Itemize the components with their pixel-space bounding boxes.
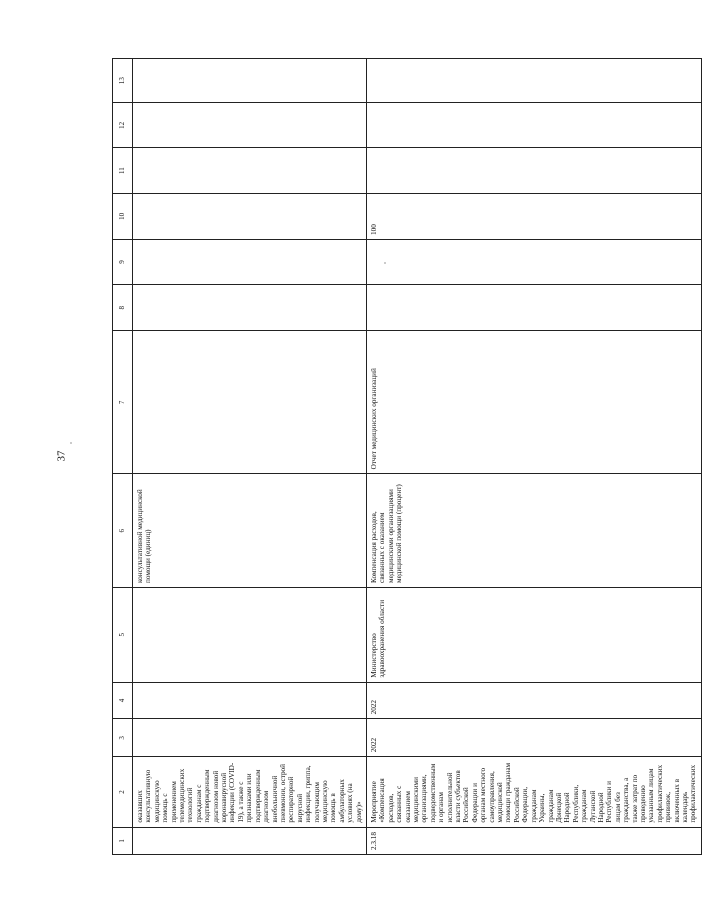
column-number: 12: [113, 103, 133, 148]
table-cell: Компенсация расходов, связанных с оказанием медицинскими организациями медицинской помощи (процент): [366, 474, 701, 588]
table-cell: [133, 239, 367, 284]
table-cell: [133, 719, 367, 757]
column-number: 7: [113, 331, 133, 474]
table-cell: 2022: [366, 682, 701, 719]
table-cell: [133, 59, 367, 103]
column-number: 6: [113, 474, 133, 588]
table-cell: оказавших консультативную медицинскую помощь с применением телемедицинских технологий гражданам с подтвержденным диагнозом новой коронавирусной инфекции (COVID-19), а также с признаками или подтвержденным диагнозом внебольничной пневмонии, острой респираторной вирусной инфекции, гриппа, получающим медицинскую помощь в амбулаторных условиях (на дому)»: [133, 757, 367, 827]
table-cell: [133, 103, 367, 148]
column-number: 11: [113, 148, 133, 193]
column-number: 10: [113, 193, 133, 239]
table-cell: консультативной медицинской помощи (единиц): [133, 474, 367, 588]
scan-speck: [70, 442, 72, 444]
column-number: 13: [113, 59, 133, 103]
column-number: 3: [113, 719, 133, 757]
table-cell: 100: [366, 193, 701, 239]
header-row: [113, 59, 133, 855]
landscape-page-content: [112, 58, 698, 855]
table-cell: [366, 239, 701, 284]
table-cell: [366, 148, 701, 193]
column-number: 1: [113, 827, 133, 854]
table-cell: [133, 285, 367, 331]
column-number: 9: [113, 239, 133, 284]
page-number: 37: [55, 450, 68, 462]
table-cell: [133, 587, 367, 682]
table-cell: [133, 331, 367, 474]
table-cell: [366, 103, 701, 148]
table-cell: Отчет медицинских организаций: [366, 331, 701, 474]
rotated-table-area: [112, 58, 698, 855]
table-cell: 2.3.18: [366, 827, 701, 854]
table-cell: [366, 285, 701, 331]
table-cell: [133, 193, 367, 239]
table-cell: [366, 59, 701, 103]
table-row: [366, 59, 701, 855]
table-cell: [133, 682, 367, 719]
table-row: [133, 59, 367, 855]
column-number: 4: [113, 682, 133, 719]
table-cell: [133, 827, 367, 854]
table-cell: 2022: [366, 719, 701, 757]
column-number: 8: [113, 285, 133, 331]
column-number: 5: [113, 587, 133, 682]
table-cell: Министерство здравоохранения области: [366, 587, 701, 682]
measures-table: [112, 58, 702, 855]
table-cell: Мероприятие «Компенсация расходов, связанных с оказанием медицинскими организациями, подведомственными органам исполнительной власти субъектов Российской Федерации и органам местного самоуправления, медицинской помощи гражданам Российской Федерации, гражданам Украины, гражданам Донецкой Народной Республики, гражданам Луганской Народной Республики и лицам без гражданства, а также затрат по проведению указанным лицам профилактических прививок, включенных в календарь профилактических: [366, 757, 701, 827]
column-number: 2: [113, 757, 133, 827]
table-cell: [133, 148, 367, 193]
